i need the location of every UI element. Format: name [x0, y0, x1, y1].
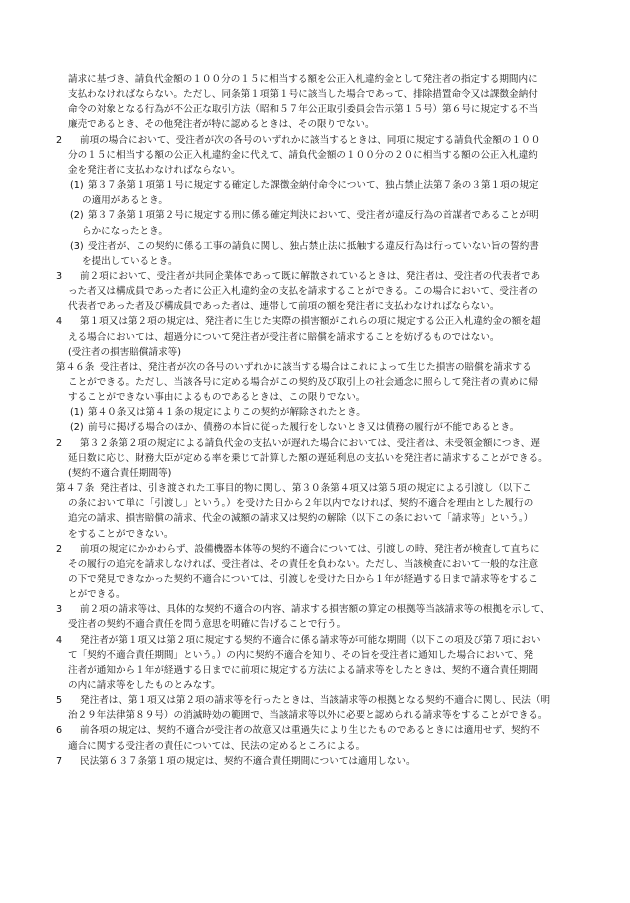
- text-line: (契約不適合責任期間等): [68, 467, 172, 479]
- article-number: 第４７条: [56, 483, 95, 495]
- text-line: 第１項又は第２項の規定は、発注者に生じた実際の損害額がこれらの項に規定する公正入札違約金の額を超: [80, 316, 541, 328]
- text-line: を提出しているとき。: [82, 255, 178, 267]
- item-number: (3): [70, 240, 84, 252]
- article-block: [56, 481, 604, 542]
- text-line: ことができる。ただし、当該各号に定める場合がこの契約及び取引上の社会通念に照らして発注者の責めに帰: [68, 377, 539, 388]
- item-block: [56, 420, 604, 435]
- text-line: 第３７条第１項第１号に規定する確定した課徴金納付命令について、独占禁止法第７条の３第１項の規定: [88, 180, 539, 192]
- text-line: 前各項の規定は、契約不適合が受注者の故意又は重過失により生じたものであるときには適用せず、契約不: [80, 725, 540, 737]
- text-line: 適合に関する受注者の責任については、民法の定めるところによる。: [68, 740, 366, 752]
- para-block: [56, 754, 604, 769]
- text-line: 受注者は、発注者が次の各号のいずれかに該当する場合はこれによって生じた損害の賠償を請求する: [100, 361, 532, 373]
- text-line: 発注者は、第１項又は第２項の請求等を行ったときは、当該請求等の根拠となる契約不適合に関し、民法（明: [80, 695, 551, 707]
- para-number: 2: [56, 437, 63, 449]
- text-line: 分の１５に相当する額の公正入札違約金に代えて、請負代金額の１００分の２０に相当する額の公正入札違約: [68, 149, 538, 161]
- para-number: 4: [56, 316, 63, 328]
- item-block: [56, 239, 604, 269]
- text-line: 命令の対象となる行為が不公正な取引方法（昭和５７年公正取引委員会告示第１５号）第６号に規定する不当: [68, 104, 539, 116]
- text-line: の適用があるとき。: [82, 195, 168, 207]
- text-line: 金を発注者に支払わなければならない。: [68, 164, 241, 176]
- para-number: 2: [56, 134, 63, 146]
- text-line: 前項の場合において、受注者が次の各号のいずれかに該当するときは、同項に規定する請負代金額の１００: [80, 134, 541, 146]
- para-block: [56, 314, 604, 344]
- text-line: 延日数に応じ、財務大臣が定める率を乗じて計算した額の遅延利息の支払いを発注者に請求することができる。: [68, 452, 548, 464]
- para-block: [56, 436, 604, 466]
- text-line: て「契約不適合責任期間」という。）の内に契約不適合を知り、その旨を受注者に通知した場合において、発: [68, 649, 534, 661]
- text-line: の下で発見できなかった契約不適合については、引渡しを受けた日から１年が経過する日まで請求等をするこ: [68, 573, 538, 585]
- text-line: える場合においては、超過分について発注者が受注者に賠償を請求することを妨げるものではない。: [68, 331, 500, 343]
- text-line: 発注者が第１項又は第２項に規定する契約不適合に係る請求等が可能な期間（以下この項及び第７項におい: [80, 634, 541, 646]
- para-block: [56, 133, 604, 178]
- article-number: 第４６条: [56, 361, 95, 373]
- text-line: 請求に基づき、請負代金額の１００分の１５に相当する額を公正入札違約金として発注者の指定する期間内に: [68, 74, 538, 85]
- para-number: 2: [56, 543, 63, 555]
- item-block: [56, 208, 604, 238]
- text-line: 第３２条第２項の規定による請負代金の支払いが遅れた場合においては、受注者は、未受領金額につき、遅: [80, 437, 540, 449]
- item-number: (1): [70, 180, 84, 192]
- text-line: 第４０条又は第４１条の規定によりこの契約が解除されたとき。: [88, 407, 366, 419]
- text-line: の内に請求等をしたものとみなす。: [68, 680, 221, 692]
- para-block: [56, 723, 604, 753]
- para-block: [56, 602, 604, 632]
- para-number: 5: [56, 695, 63, 707]
- text-line: 第３７条第１項第２号に規定する刑に係る確定判決において、受注者が違反行為の首謀者であることが明: [88, 210, 539, 222]
- text-line: らかになったとき。: [82, 225, 168, 237]
- text-line: 治２９年法律第８９号）の消滅時効の範囲で、当該請求等以外に必要と認められる請求等をすることができる。: [68, 710, 548, 722]
- item-block: [56, 178, 604, 208]
- para-block: [56, 633, 604, 694]
- para-number: 3: [56, 270, 63, 282]
- para-number: 6: [56, 725, 63, 737]
- para-block: [56, 269, 604, 314]
- text-line: 前項の規定にかかわらず、設備機器本体等の契約不適合については、引渡しの時、発注者が検査して直ちに: [80, 543, 540, 555]
- text-line: 廉売であるとき、その他発注者が特に認めるときは、その限りでない。: [68, 119, 375, 131]
- text-line: 前２項の請求等は、具体的な契約不適合の内容、請求する損害額の算定の根拠等当該請求等の根拠を示して、: [80, 604, 550, 616]
- text-line: (受注者の損害賠償請求等): [68, 346, 182, 358]
- text-line: 発注者は、引き渡された工事目的物に関し、第３０条第４項又は第５項の規定による引渡し（以下こ: [100, 483, 532, 495]
- text-line: をすることができない。: [68, 528, 174, 540]
- text-line: 代表者であった者及び構成員であった者は、連帯して前項の額を発注者に支払わなければならない。: [68, 301, 500, 313]
- item-number: (1): [70, 407, 84, 419]
- item-number: (2): [70, 422, 84, 434]
- text-line: その履行の追完を請求しなければ、受注者は、その責任を負わない。ただし、当該検査において一般的な注意: [68, 558, 539, 570]
- heading-block: [56, 466, 604, 481]
- para-block: [56, 693, 604, 723]
- text-line: 支払わなければならない。ただし、同条第１項第１号に該当した場合であって、排除措置命令又は課徴金納付: [68, 89, 538, 101]
- text-line: 前２項において、受注者が共同企業体であって既に解散されているときは、発注者は、受注者の代表者であ: [80, 270, 541, 282]
- text-line: することができない事由によるものであるときは、この限りでない。: [68, 392, 366, 404]
- article-block: [56, 360, 604, 405]
- text-line: の条において単に「引渡し」という。）を受けた日から２年以内でなければ、契約不適合を理由とした履行の: [68, 498, 534, 510]
- text-line: 受注者が、この契約に係る工事の請負に関し、独占禁止法に抵触する違反行為は行っていない旨の誓約書: [88, 240, 539, 252]
- text-line: とができる。: [68, 589, 126, 601]
- para-block: [56, 542, 604, 603]
- heading-block: [56, 345, 604, 360]
- text-line: 注者が通知から１年が経過する日までに前項に規定する方法による請求等をしたときは、契約不適合責任期間: [68, 664, 539, 676]
- text-line: 民法第６３７条第１項の規定は、契約不適合責任期間については適用しない。: [80, 755, 416, 767]
- text-line: 前号に掲げる場合のほか、債務の本旨に従った履行をしないとき又は債務の履行が不能であるとき。: [88, 422, 520, 434]
- item-number: (2): [70, 210, 84, 222]
- text-line: った者又は構成員であった者に公正入札違約金の支払を請求することができる。この場合において、受注者の: [68, 286, 538, 298]
- para-number: 3: [56, 604, 63, 616]
- item-block: [56, 405, 604, 420]
- para-number: 4: [56, 634, 63, 646]
- cont-block: [56, 72, 604, 133]
- text-line: 受注者の契約不適合責任を問う意思を明確に告げることで行う。: [68, 619, 347, 631]
- text-line: 追完の請求、損害賠償の請求、代金の減額の請求又は契約の解除（以下この条において「請求等」という。）: [68, 513, 534, 525]
- para-number: 7: [56, 755, 63, 767]
